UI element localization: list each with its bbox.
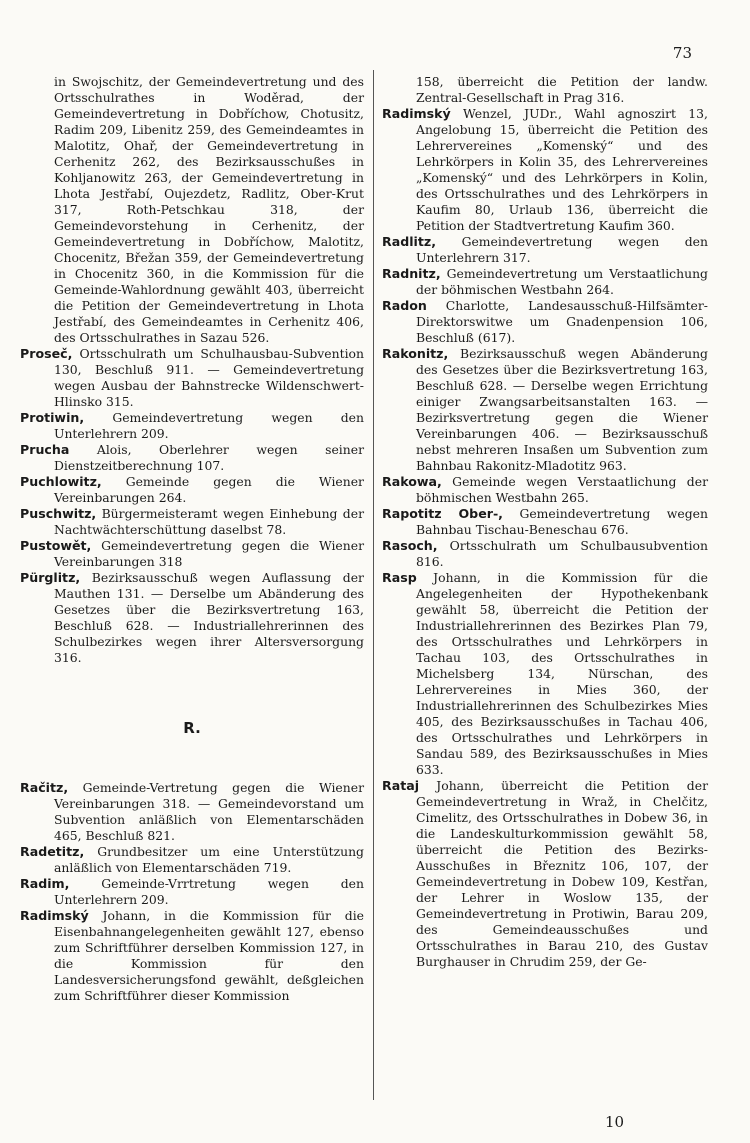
entry-keyword: Prucha — [20, 442, 70, 457]
entry-keyword: Puchlowitz, — [20, 474, 102, 489]
entry-text: Ortsschulrath um Schulbausubvention 816. — [416, 538, 708, 569]
entry-text: Gemeindevertretung wegen den Unterlehrern 209. — [54, 410, 364, 441]
entry-keyword: Rakonitz, — [382, 346, 449, 361]
page-number-bottom: 10 — [605, 1113, 625, 1131]
entry-keyword: Rasp — [382, 570, 417, 585]
entry-keyword: Rasoch, — [382, 538, 438, 553]
entry-keyword: Rapotitz Ober-, — [382, 506, 503, 521]
index-entry — [382, 234, 708, 266]
entry-text: Gemeindevertretung wegen Bahnbau Tischau-Beneschau 676. — [416, 506, 708, 537]
index-entry — [382, 298, 708, 346]
entry-text: Johann, in die Kommission für die Eisenbahnangelegenheiten gewählt 127, ebenso zum Schriftführer derselben Kommission 127, in die Kommission für den Landesversicherungsfond gewählt, deßgleichen zum Schriftführer dieser Kommission — [54, 908, 364, 1003]
index-entry — [382, 346, 708, 474]
entry-keyword: Radimský — [20, 908, 89, 923]
entry-keyword: Radlitz, — [382, 234, 436, 249]
right-column — [382, 74, 708, 970]
column-divider — [373, 70, 374, 1100]
entry-keyword: Rataj — [382, 778, 420, 793]
entry-keyword: Rakowa, — [382, 474, 442, 489]
index-entry — [20, 876, 364, 908]
entry-text: Gemeinde wegen Verstaatlichung der böhmischen Westbahn 265. — [416, 474, 708, 505]
entry-keyword: Proseč, — [20, 346, 73, 361]
index-entry — [20, 506, 364, 538]
entry-text: Ortsschulrath um Schulhausbau-Subvention 130, Beschluß 911. — Gemeindevertretung wegen Ausbau der Bahnstrecke Wildenschwert-Hlinsko 315. — [54, 346, 364, 409]
index-entry — [20, 442, 364, 474]
entry-text: Grundbesitzer um eine Unterstützung anläßlich von Elementarschäden 719. — [54, 844, 364, 875]
index-entry — [20, 780, 364, 844]
index-entry — [20, 346, 364, 410]
entry-keyword: Račitz, — [20, 780, 69, 795]
entry-text: Gemeindevertretung wegen den Unterlehrern 317. — [416, 234, 708, 265]
entry-keyword: Radetitz, — [20, 844, 85, 859]
entry-text: Bürgermeisteramt wegen Einhebung der Nachtwächterschüttung daselbst 78. — [54, 506, 364, 537]
entry-keyword: Radim, — [20, 876, 70, 891]
index-entry — [382, 538, 708, 570]
entry-text: Johann, überreicht die Petition der Gemeindevertretung in Wraž, in Chelčitz, Cimelitz, des Ortsschulrathes in Dobew 36, in die Landeskulturkommission gewählt 58, überreicht die Petition des Bezirks-Ausschußes in Březnitz 106, 107, der Gemeindevertretung in Dobew 109, Kestřan, der Lehrer in Woslow 135, der Gemeindevertretung in Protiwin, Barau 209, des Gemeindeausschußes und Ortsschulrathes in Barau 210, des Gustav Burghauser in Chrudim 259, der Ge- — [416, 778, 708, 969]
entry-keyword: Protiwin, — [20, 410, 85, 425]
entry-keyword: Radon — [382, 298, 427, 313]
entry-text: Alois, Oberlehrer wegen seiner Dienstzeitberechnung 107. — [54, 442, 364, 473]
index-entry — [382, 106, 708, 234]
index-entry — [20, 908, 364, 1004]
entry-text: Gemeinde-Vertretung gegen die Wiener Vereinbarungen 318. — Gemeindevorstand um Subvention anläßlich von Elementarschäden 465, Beschluß 821. — [54, 780, 364, 843]
section-heading: R. — [183, 719, 201, 737]
entry-keyword: Radnitz, — [382, 266, 441, 281]
entry-text: Wenzel, JUDr., Wahl agnoszirt 13, Angelobung 15, überreicht die Petition des Lehrervereines „Komenský“ und des Lehrkörpers in Kolin 35, des Lehrervereines „Komenský“ und des Lehrkörpers in Kolin, des Ortsschulrathes und des Lehrkörpers in Kaufim 80, Urlaub 136, überreicht die Petition der Stadtvertretung Kaufim 360. — [416, 106, 708, 233]
entry-text: Gemeindevertretung um Verstaatlichung der böhmischen Westbahn 264. — [416, 266, 708, 297]
index-entry — [20, 474, 364, 506]
index-entry — [20, 570, 364, 666]
index-entry — [382, 506, 708, 538]
index-entry — [382, 266, 708, 298]
entry-text: Gemeinde-Vrrtretung wegen den Unterlehrern 209. — [54, 876, 364, 907]
entry-text: Charlotte, Landesausschuß-Hilfsämter-Direktorswitwe um Gnadenpension 106, Beschluß (617). — [416, 298, 708, 345]
entry-keyword: Pürglitz, — [20, 570, 81, 585]
page-number-top: 73 — [672, 44, 692, 62]
index-entry — [20, 844, 364, 876]
index-entry — [20, 538, 364, 570]
entry-keyword: Puschwitz, — [20, 506, 97, 521]
entry-keyword: Radimský — [382, 106, 451, 121]
entry-keyword: Pustowět, — [20, 538, 92, 553]
entry-text: Gemeinde gegen die Wiener Vereinbarungen 264. — [54, 474, 364, 505]
index-entry — [382, 778, 708, 970]
entry-text: Bezirksausschuß wegen Auflassung der Mauthen 131. — Derselbe um Abänderung des Gesetzes über die Bezirksvertretung 163, Beschluß 628. — Industriallehrerinnen des Schulbezirkes wegen ihrer Altersversorgung 316. — [54, 570, 364, 665]
index-entry — [20, 410, 364, 442]
entry-text: Bezirksausschuß wegen Abänderung des Gesetzes über die Bezirksvertretung 163, Beschluß 628. — Derselbe wegen Errichtung einiger Zwangsarbeitsanstalten 163. — Bezirksvertretung gegen die Wiener Vereinbarungen 406. — Bezirksausschuß nebst mehreren Insaßen um Subvention zum Bahnbau Rakonitz-Mladotitz 963. — [416, 346, 708, 473]
entry-text: Johann, in die Kommission für die Angelegenheiten der Hypothekenbank gewählt 58, überreicht die Petition der Industriallehrerinnen des Bezirkes Plan 79, des Ortsschulrathes und Lehrkörpers in Tachau 103, des Ortsschulrathes in Michelsberg 134, Nürschan, des Lehrervereines in Mies 360, der Industriallehrerinnen des Schulbezirkes Mies 405, des Bezirksausschußes in Tachau 406, des Ortsschulrathes und Lehrkörpers in Sandau 589, des Bezirksausschußes in Mies 633. — [416, 570, 708, 777]
continuation-text: in Swojschitz, der Gemeindevertretung und des Ortsschulrathes in Woděrad, der Gemeindevertretung in Dobříchow, Chotusitz, Radim 209, Libenitz 259, des Gemeindeamtes in Malotitz, Ohař, der Gemeindevertretung in Cerhenitz 262, des Bezirksausschußes in Kohljanowitz 263, der Gemeindevertretung in Lhota Jestřabí, Oujezdetz, Radlitz, Ober-Krut 317, Roth-Petschkau 318, der Gemeindevorstehung in Cerhenitz, der Gemeindevertretung in Dobříchow, Malotitz, Chocenitz, Břežan 359, der Gemeindevertretung in Chocenitz 360, in die Kommission für die Gemeinde-Wahlordnung gewählt 403, überreicht die Petition der Gemeindevertretung in Lhota Jestřabí, des Gemeindeamtes in Cerhenitz 406, des Ortsschulrathes in Sazau 526. — [54, 74, 364, 345]
entry-text: Gemeindevertretung gegen die Wiener Vereinbarungen 318 — [54, 538, 364, 569]
index-entry — [382, 474, 708, 506]
index-entry — [382, 570, 708, 778]
left-column — [20, 74, 364, 1004]
continuation-text: 158, überreicht die Petition der landw. Zentral-Gesellschaft in Prag 316. — [416, 74, 708, 105]
